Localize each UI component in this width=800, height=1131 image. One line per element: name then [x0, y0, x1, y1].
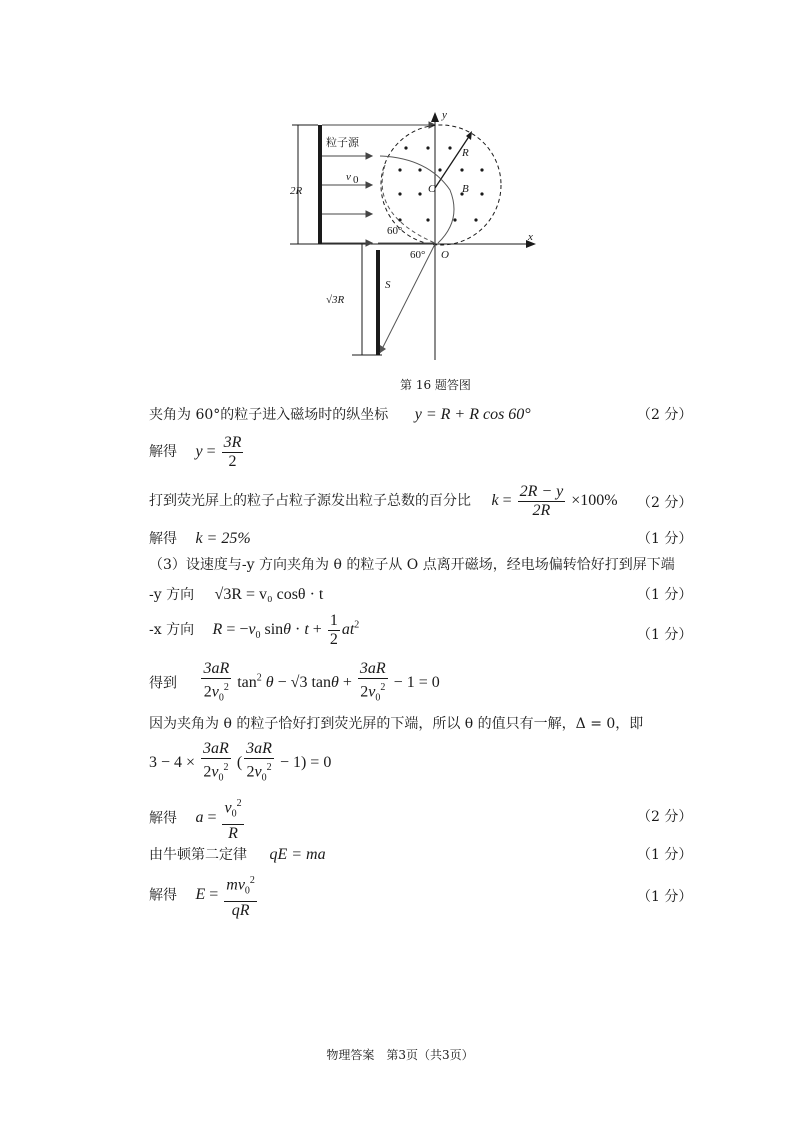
line-6-text: -y 方向 [149, 587, 195, 603]
line-12 [149, 844, 326, 864]
line-13-text: 解得 [149, 887, 177, 904]
line-2 [149, 434, 245, 471]
label-x: x [528, 231, 533, 243]
line-4 [149, 528, 251, 548]
label-sqrt3r: √3R [326, 294, 345, 306]
line-1 [149, 404, 531, 424]
line-3 [149, 483, 618, 520]
label-v0: v [346, 171, 351, 183]
line-13 [149, 872, 259, 920]
line-8-formula: $\frac{3aR}{2v_0^2}$ $\tan^2 \theta - √3$ tanθ + $\frac{3aR}{2v_0^2}$ − 1 = 0 [203, 660, 440, 704]
line-5: （3）设速度与-y 方向夹角为 θ 的粒子从 O 点离开磁场，经电场偏转恰好打到屏下端 [149, 557, 675, 573]
score-7: （1 分） [637, 627, 693, 643]
line-6 [149, 584, 323, 604]
line-10-formula: 3 − 4 × $\frac{3aR}{2v_0^2}$ ( $\frac{3aR}{2v_0^2}$ − 1) = 0 [149, 740, 332, 784]
line-2-formula: y = $\frac{3R}{2}$ [195, 434, 242, 470]
score-3: （2 分） [637, 495, 693, 511]
field-dots [398, 146, 483, 221]
line-1-formula: y = R + R cos 60° [414, 406, 531, 423]
label-r: R [462, 147, 469, 159]
line-9: 因为夹角为 θ 的粒子恰好打到荧光屏的下端，所以 θ 的值只有一解，Δ = 0，即 [149, 716, 644, 732]
score-6: （1 分） [637, 587, 693, 603]
source-plate [318, 125, 322, 244]
line-7-text: -x 方向 [149, 622, 195, 639]
score-12: （1 分） [637, 847, 693, 863]
page-footer: 物理答案 第3页（共3页） [326, 1048, 474, 1062]
label-b: B [462, 183, 469, 195]
line-8 [149, 660, 440, 708]
label-angle1: 60° [387, 225, 403, 237]
figure-caption: 第 16 题答图 [400, 378, 471, 392]
line-12-text: 由牛顿第二定律 [149, 847, 247, 863]
line-13-formula: E = $\frac{mv_0^2}{qR}$ [195, 886, 258, 903]
score-13: （1 分） [637, 889, 693, 905]
line-4-text: 解得 [149, 531, 177, 547]
line-2-text: 解得 [149, 444, 177, 461]
y-axis-arrow [431, 112, 439, 122]
radius-line [435, 135, 470, 188]
score-1: （2 分） [637, 407, 693, 423]
line-7 [149, 612, 359, 649]
label-2r: 2R [290, 185, 303, 197]
line-3-text: 打到荧光屏上的粒子占粒子源发出粒子总数的百分比 [149, 493, 471, 510]
label-o: O [441, 249, 449, 261]
line-11-text: 解得 [149, 810, 177, 827]
ray-to-screen [380, 244, 435, 353]
line-10 [149, 740, 331, 788]
figure-16 [290, 100, 540, 360]
screen-s [376, 250, 380, 355]
line-1-text: 夹角为 60°的粒子进入磁场时的纵坐标 [149, 407, 389, 423]
line-11-formula: a = $\frac{v_0^2}{R}$ [195, 809, 245, 826]
label-angle2: 60° [410, 249, 426, 261]
label-v0-sub: 0 [353, 174, 359, 186]
line-12-formula: qE = ma [269, 846, 326, 863]
label-source: 粒子源 [326, 137, 359, 149]
line-3-formula: k = $\frac{2R - y}{2R}$ ×100% [491, 483, 618, 519]
line-4-formula: k = 25% [195, 530, 251, 547]
line-7-formula: $R = -v_0$ sinθ · t + $\frac{1}{2}$ $at^2$ [212, 612, 360, 648]
label-y: y [442, 109, 447, 121]
line-11 [149, 795, 246, 843]
score-11: （2 分） [637, 809, 693, 825]
line-8-text: 得到 [149, 675, 177, 692]
score-4: （1 分） [637, 531, 693, 547]
figure-16-svg [290, 100, 540, 360]
label-c: C [428, 183, 436, 195]
line-6-formula: √3R = v₀ cosθ · t [214, 586, 324, 603]
label-s: S [385, 279, 391, 291]
